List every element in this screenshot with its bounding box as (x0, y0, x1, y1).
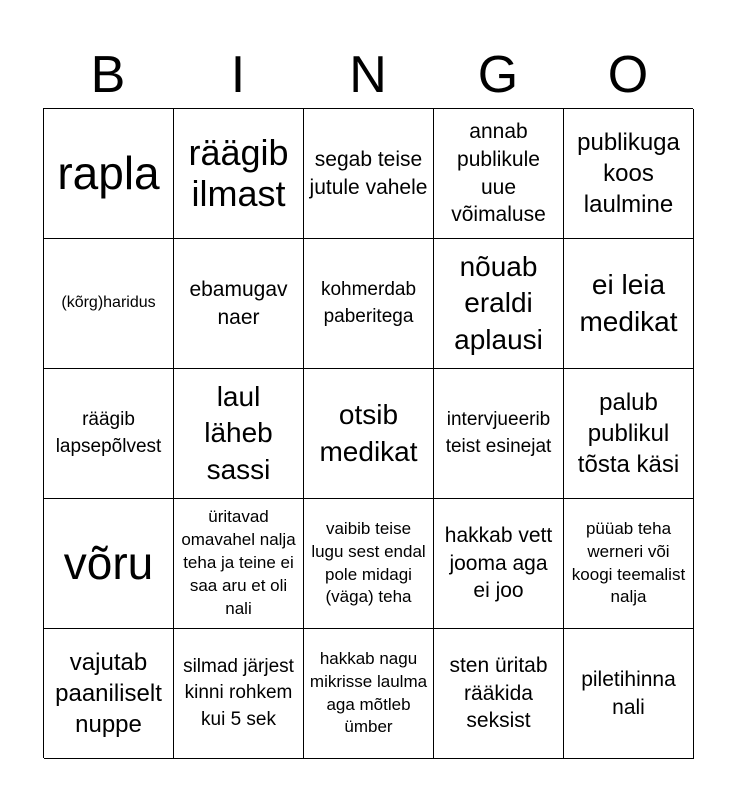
bingo-cell-text: ebamugav naer (189, 277, 288, 329)
header-letter-g: G (477, 46, 519, 104)
bingo-cell-text: (kõrg)haridus (61, 294, 156, 312)
bingo-cell[interactable] (434, 239, 564, 369)
bingo-cell[interactable] (304, 499, 434, 629)
header-letter-o: O (607, 46, 649, 104)
bingo-cell-text: palub publikul tõsta käsi (577, 388, 680, 479)
bingo-cell[interactable] (44, 629, 174, 759)
header-letter-b: B (90, 46, 126, 104)
bingo-cell-text: rapla (57, 147, 160, 200)
header-letter-n: N (349, 46, 387, 104)
bingo-cell[interactable] (304, 369, 434, 499)
bingo-cell-text: hakkab vett jooma aga ei joo (444, 523, 553, 603)
bingo-cell-text: vajutab paaniliselt nuppe (55, 648, 162, 739)
bingo-cell[interactable] (44, 499, 174, 629)
bingo-cell[interactable] (44, 369, 174, 499)
bingo-cell-text: üritavad omavahel nalja teha ja teine ei saa aru et oli nali (181, 507, 296, 618)
bingo-cell[interactable] (564, 499, 694, 629)
bingo-cell[interactable] (434, 109, 564, 239)
bingo-board (43, 108, 693, 758)
bingo-cell[interactable] (304, 239, 434, 369)
bingo-cell-text: vaibib teise lugu sest endal pole midagi (väga) teha (311, 518, 426, 607)
bingo-cell-text: kohmerdab paberitega (320, 279, 417, 327)
bingo-cell[interactable] (304, 109, 434, 239)
bingo-cell-text: otsib medikat (319, 399, 418, 467)
bingo-cell-text: annab publikule uue võimaluse (451, 120, 546, 227)
bingo-cell-text: silmad järjest kinni rohkem kui 5 sek (183, 656, 294, 730)
bingo-cell-text: püüab teha werneri või koogi teemalist nalja (571, 518, 686, 607)
bingo-cell[interactable] (564, 629, 694, 759)
bingo-cell-text: laul läheb sassi (204, 380, 273, 485)
bingo-header (43, 42, 693, 108)
bingo-cell-text: piletihinna nali (581, 667, 676, 719)
bingo-cell-text: nõuab eraldi aplausi (454, 250, 543, 355)
bingo-cell[interactable] (44, 239, 174, 369)
bingo-cell[interactable] (564, 109, 694, 239)
bingo-cell-text: võru (63, 537, 154, 590)
bingo-cell-text: publikuga koos laulmine (577, 128, 680, 219)
bingo-cell[interactable] (174, 109, 304, 239)
bingo-cell[interactable] (174, 369, 304, 499)
bingo-cell-text: räägib lapsepõlvest (55, 409, 162, 457)
bingo-cell[interactable] (44, 109, 174, 239)
bingo-cell[interactable] (174, 499, 304, 629)
bingo-cell[interactable] (434, 629, 564, 759)
bingo-cell[interactable] (174, 629, 304, 759)
bingo-cell[interactable] (564, 239, 694, 369)
bingo-cell[interactable] (304, 629, 434, 759)
bingo-cell[interactable] (434, 369, 564, 499)
bingo-cell-text: hakkab nagu mikrisse laulma aga mõtleb ümber (309, 648, 428, 737)
bingo-cell-text: intervjueerib teist esinejat (445, 409, 552, 457)
bingo-cell[interactable] (174, 239, 304, 369)
bingo-cell-text: segab teise jutule vahele (309, 147, 428, 199)
bingo-cell[interactable] (434, 499, 564, 629)
bingo-cell-text: sten üritab rääkida seksist (449, 653, 548, 733)
bingo-cell-text: ei leia medikat (579, 269, 678, 337)
bingo-cell[interactable] (564, 369, 694, 499)
header-letter-i: I (230, 46, 246, 104)
bingo-cell-text: räägib ilmast (188, 132, 289, 214)
